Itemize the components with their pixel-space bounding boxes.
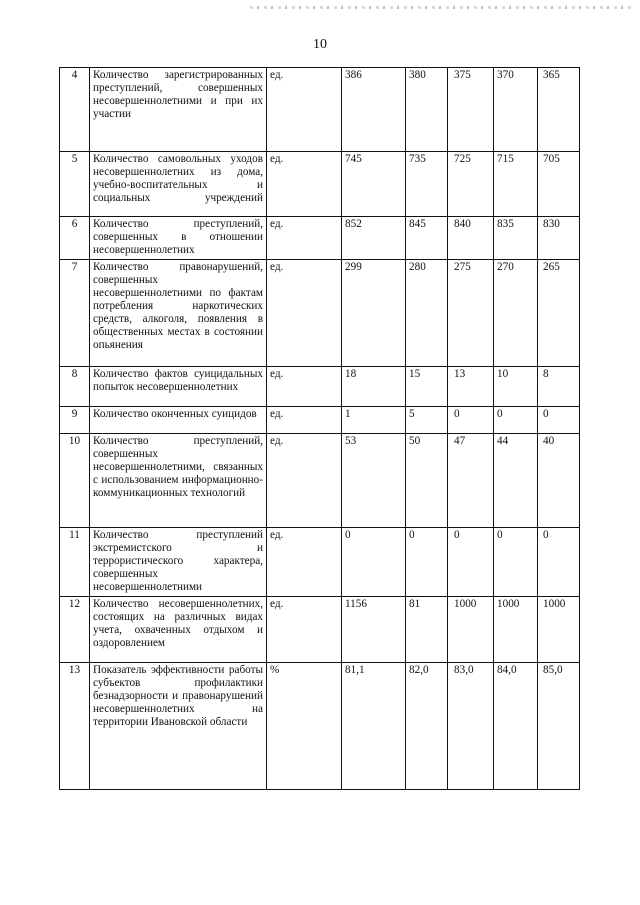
value-cell: 835: [494, 217, 538, 260]
value-cell: 0: [538, 407, 580, 434]
indicator-name: Количество преступлений экстремистского и террористического характера, совершенных несовершеннолетними: [90, 528, 267, 597]
indicator-name: Количество правонарушений, совершенных несовершеннолетними по фактам потребления наркотических средств, алкоголя, появления в общественных местах в состоянии опьянения: [90, 260, 267, 367]
value-cell: 840: [448, 217, 494, 260]
unit-cell: ед.: [267, 434, 342, 528]
value-cell: 0: [448, 407, 494, 434]
indicator-name: Количество оконченных суицидов: [90, 407, 267, 434]
table-row: [60, 597, 580, 663]
value-cell: 82,0: [406, 663, 448, 790]
unit-cell: %: [267, 663, 342, 790]
row-number: 11: [60, 528, 90, 597]
table-row: [60, 152, 580, 217]
value-cell: 85,0: [538, 663, 580, 790]
table-row: [60, 663, 580, 790]
value-cell: 83,0: [448, 663, 494, 790]
unit-cell: ед.: [267, 597, 342, 663]
value-cell: 265: [538, 260, 580, 367]
value-cell: 365: [538, 68, 580, 152]
indicator-name: Количество самовольных уходов несовершеннолетних из дома, учебно-воспитательных и социальных учреждений: [90, 152, 267, 217]
row-number: 7: [60, 260, 90, 367]
value-cell: 0: [494, 407, 538, 434]
value-cell: 0: [342, 528, 406, 597]
value-cell: 13: [448, 367, 494, 407]
value-cell: 0: [448, 528, 494, 597]
unit-cell: ед.: [267, 528, 342, 597]
table-row: [60, 68, 580, 152]
value-cell: 735: [406, 152, 448, 217]
value-cell: 705: [538, 152, 580, 217]
value-cell: 15: [406, 367, 448, 407]
indicator-name: Количество преступлений, совершенных в отношении несовершеннолетних: [90, 217, 267, 260]
value-cell: 1000: [494, 597, 538, 663]
table-row: [60, 260, 580, 367]
value-cell: 852: [342, 217, 406, 260]
table-row: [60, 217, 580, 260]
indicator-name: Количество фактов суицидальных попыток несовершеннолетних: [90, 367, 267, 407]
value-cell: 81,1: [342, 663, 406, 790]
value-cell: 725: [448, 152, 494, 217]
value-cell: 830: [538, 217, 580, 260]
value-cell: 280: [406, 260, 448, 367]
value-cell: 375: [448, 68, 494, 152]
value-cell: 81: [406, 597, 448, 663]
row-number: 5: [60, 152, 90, 217]
unit-cell: ед.: [267, 367, 342, 407]
value-cell: 5: [406, 407, 448, 434]
indicator-name: Количество несовершеннолетних, состоящих на различных видах учета, охваченных отдыхом и оздоровлением: [90, 597, 267, 663]
unit-cell: ед.: [267, 260, 342, 367]
row-number: 8: [60, 367, 90, 407]
value-cell: 84,0: [494, 663, 538, 790]
value-cell: 1156: [342, 597, 406, 663]
value-cell: 386: [342, 68, 406, 152]
value-cell: 18: [342, 367, 406, 407]
row-number: 4: [60, 68, 90, 152]
value-cell: 845: [406, 217, 448, 260]
value-cell: 1: [342, 407, 406, 434]
table-row: [60, 434, 580, 528]
table-row: [60, 367, 580, 407]
value-cell: 0: [494, 528, 538, 597]
table-row: [60, 528, 580, 597]
value-cell: 715: [494, 152, 538, 217]
indicator-name: Количество зарегистрированных преступлений, совершенных несовершеннолетними и при их участии: [90, 68, 267, 152]
table-row: [60, 407, 580, 434]
value-cell: 0: [538, 528, 580, 597]
row-number: 13: [60, 663, 90, 790]
row-number: 10: [60, 434, 90, 528]
scan-artifact: [250, 6, 635, 9]
value-cell: 380: [406, 68, 448, 152]
value-cell: 370: [494, 68, 538, 152]
unit-cell: ед.: [267, 217, 342, 260]
value-cell: 44: [494, 434, 538, 528]
value-cell: 299: [342, 260, 406, 367]
value-cell: 47: [448, 434, 494, 528]
row-number: 9: [60, 407, 90, 434]
indicator-name: Показатель эффективности работы субъектов профилактики безнадзорности и правонарушений несовершеннолетних на территории Ивановской области: [90, 663, 267, 790]
value-cell: 1000: [538, 597, 580, 663]
value-cell: 53: [342, 434, 406, 528]
value-cell: 0: [406, 528, 448, 597]
row-number: 6: [60, 217, 90, 260]
page-number: 10: [313, 37, 327, 52]
indicator-name: Количество преступлений, совершенных несовершеннолетними, связанных с использованием информационно-коммуникационных технологий: [90, 434, 267, 528]
value-cell: 270: [494, 260, 538, 367]
value-cell: 8: [538, 367, 580, 407]
value-cell: 10: [494, 367, 538, 407]
unit-cell: ед.: [267, 152, 342, 217]
value-cell: 40: [538, 434, 580, 528]
indicators-table: [59, 67, 580, 790]
row-number: 12: [60, 597, 90, 663]
unit-cell: ед.: [267, 407, 342, 434]
value-cell: 275: [448, 260, 494, 367]
value-cell: 745: [342, 152, 406, 217]
value-cell: 1000: [448, 597, 494, 663]
value-cell: 50: [406, 434, 448, 528]
unit-cell: ед.: [267, 68, 342, 152]
